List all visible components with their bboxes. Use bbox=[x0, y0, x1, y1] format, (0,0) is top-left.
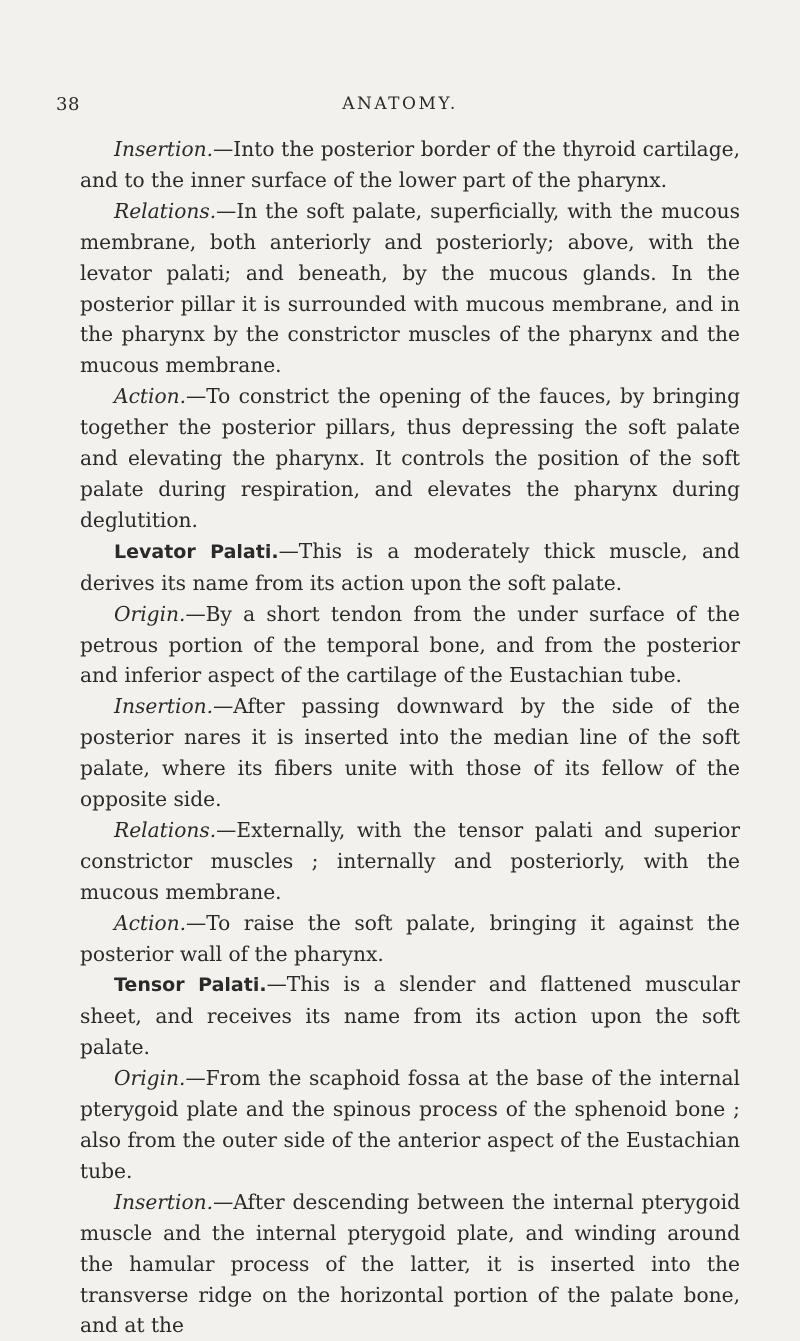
section-label: Insertion. bbox=[114, 137, 214, 161]
paragraph-text: —This is a moderately thick muscle, and derives its name from its action upon the soft palate. bbox=[80, 538, 740, 595]
paragraph-text: —To constrict the opening of the fauces, by bringing together the posterior pillars, thus depressing the soft palate and elevating the pharynx. It controls the position of the soft palate during respiration, and elevates the pharynx during deglutition. bbox=[80, 384, 740, 532]
paragraph-text: —Into the posterior border of the thyroid cartilage, and to the inner surface of the lower part of the pharynx. bbox=[80, 137, 740, 192]
section-label: Relations. bbox=[114, 198, 217, 223]
muscle-heading: Tensor Palati. bbox=[114, 974, 267, 997]
paragraph-insertion-1 bbox=[80, 134, 740, 196]
paragraph-action-1 bbox=[80, 381, 740, 536]
paragraph-insertion-3 bbox=[80, 1187, 740, 1341]
body-text bbox=[80, 134, 740, 1341]
muscle-heading: Levator Palati. bbox=[114, 540, 279, 563]
page-header bbox=[56, 94, 744, 118]
section-label: Origin. bbox=[114, 1066, 186, 1091]
paragraph-text: —After passing downward by the side of the posterior nares it is inserted into the median line of the soft palate, where its fibers unite with those of its fellow of the opposite side. bbox=[80, 694, 740, 812]
paragraph-text: —Externally, with the tensor palati and superior constrictor muscles ; internally and posteriorly, with the mucous membrane. bbox=[80, 817, 740, 904]
section-label: Relations. bbox=[114, 817, 217, 842]
section-label: Action. bbox=[114, 910, 187, 935]
paragraph-text: —By a short tendon from the under surface of the petrous portion of the temporal bone, and from the posterior and inferior aspect of the cartilage of the Eustachian tube. bbox=[80, 601, 740, 688]
section-label: Action. bbox=[114, 384, 187, 409]
section-label: Origin. bbox=[114, 601, 186, 626]
paragraph-relations-2 bbox=[80, 815, 740, 908]
page-number: 38 bbox=[56, 94, 80, 115]
paragraph-insertion-2 bbox=[80, 691, 740, 815]
paragraph-action-2 bbox=[80, 908, 740, 970]
paragraph-tensor-palati bbox=[80, 969, 740, 1063]
paragraph-origin-2 bbox=[80, 1063, 740, 1187]
paragraph-origin-1 bbox=[80, 599, 740, 692]
running-head: ANATOMY. bbox=[342, 94, 458, 114]
paragraph-text: —In the soft palate, superficially, with the mucous membrane, both anteriorly and posteriorly; above, with the levator palati; and beneath, by the mucous glands. In the posterior pillar it is surrounded with mucous membrane, and in the pharynx by the constrictor muscles of the pharynx and the mucous membrane. bbox=[80, 198, 740, 378]
paragraph-levator-palati bbox=[80, 536, 740, 599]
section-label: Insertion. bbox=[114, 694, 214, 719]
paragraph-text: —From the scaphoid fossa at the base of the internal pterygoid plate and the spinous process of the sphenoid bone ; also from the outer side of the anterior aspect of the Eustachian tube. bbox=[80, 1066, 740, 1183]
paragraph-text: —To raise the soft palate, bringing it against the posterior wall of the pharynx. bbox=[80, 910, 740, 966]
paragraph-relations-1 bbox=[80, 196, 740, 381]
paragraph-text: —After descending between the internal pterygoid muscle and the internal pterygoid plate, and winding around the hamular process of the latter, it is inserted into the transverse ridge on the horizontal portion of the palate bone, and at the bbox=[80, 1189, 740, 1338]
section-label: Insertion. bbox=[114, 1189, 214, 1214]
paragraph-text: —This is a slender and flattened muscular sheet, and receives its name from its action upon the soft palate. bbox=[80, 972, 740, 1060]
